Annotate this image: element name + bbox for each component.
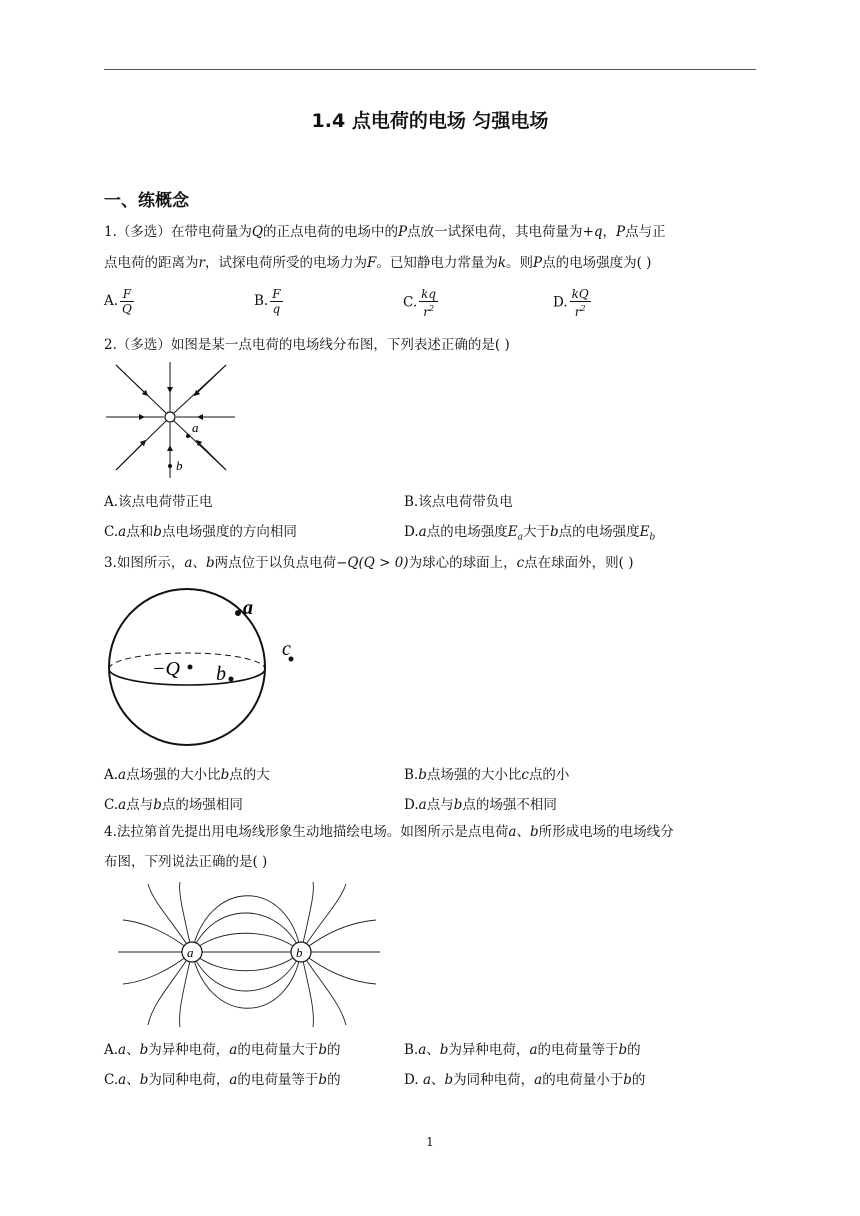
q3-sphere-figure xyxy=(104,583,304,753)
q4-stem-line1: 4.法拉第首先提出用电场线形象生动地描绘电场。如图所示是点电荷a、b所形成电场的电场线分 xyxy=(104,824,674,840)
header-rule xyxy=(104,69,756,70)
q2-option-c: C.a点和b点电场强度的方向相同 xyxy=(104,524,297,540)
q2-fig-label-b: b xyxy=(176,458,183,473)
q4-fig-label-a: a xyxy=(187,945,194,960)
section-heading: 一、练概念 xyxy=(104,191,189,211)
q2-option-d: D.a点的电场强度$E_a$大于b点的电场强度$E_b$ xyxy=(404,524,656,543)
q2-option-a: A.该点电荷带正电 xyxy=(104,494,213,510)
q4-stem-line2: 布图，下列说法正确的是( ) xyxy=(104,854,268,870)
q3-stem: 3.如图所示，a、b两点位于以负点电荷−Q(Q > 0)为球心的球面上，c点在球面外，则( ) xyxy=(104,555,634,571)
q2-option-b: B.该点电荷带负电 xyxy=(404,494,513,510)
q1-option-c: C. $\frac{kq}{r^2}$ xyxy=(403,287,437,319)
q3-option-d: D.a点与b点的场强不相同 xyxy=(404,797,557,813)
q3-option-a: A.a点场强的大小比b点的大 xyxy=(104,767,270,783)
page-number: 1 xyxy=(426,1135,434,1149)
q3-fig-label-charge: −Q xyxy=(152,658,180,680)
q4-option-d: D. a、b为同种电荷，a的电荷量小于b的 xyxy=(404,1072,646,1088)
q4-field-lines-figure xyxy=(118,882,380,1027)
q3-fig-label-b: b xyxy=(216,663,226,685)
q1-option-b: B. $\frac{F}{q}$ xyxy=(254,287,281,316)
q1-option-d: D. $\frac{kQ}{r^2}$ xyxy=(553,287,589,319)
q4-option-b: B.a、b为异种电荷，a的电荷量等于b的 xyxy=(404,1042,641,1058)
q3-option-c: C.a点与b点的场强相同 xyxy=(104,797,243,813)
q4-option-a: A.a、b为异种电荷，a的电荷量大于b的 xyxy=(104,1042,341,1058)
q2-field-lines-figure xyxy=(104,360,239,480)
q1-option-a: A. $\frac{F}{Q}$ xyxy=(104,287,132,316)
q4-option-c: C.a、b为同种电荷，a的电荷量等于b的 xyxy=(104,1072,341,1088)
q1-stem-line2: 点电荷的距离为r，试探电荷所受的电场力为F。已知静电力常量为k。则P点的电场强度为( ) xyxy=(104,255,652,271)
q2-stem: 2.（多选）如图是某一点电荷的电场线分布图，下列表述正确的是( ) xyxy=(104,337,510,353)
q2-fig-label-a: a xyxy=(192,420,199,435)
q3-fig-label-c: c xyxy=(282,638,291,660)
q4-fig-label-b: b xyxy=(296,945,303,960)
page-title: 1.4 点电荷的电场 匀强电场 xyxy=(311,110,549,132)
q3-option-b: B.b点场强的大小比c点的小 xyxy=(404,767,570,783)
q1-stem-line1: 1.（多选）在带电荷量为Q的正点电荷的电场中的P点放一试探电荷，其电荷量为+q，P点与正 xyxy=(104,224,666,240)
q3-fig-label-a: a xyxy=(243,597,253,619)
